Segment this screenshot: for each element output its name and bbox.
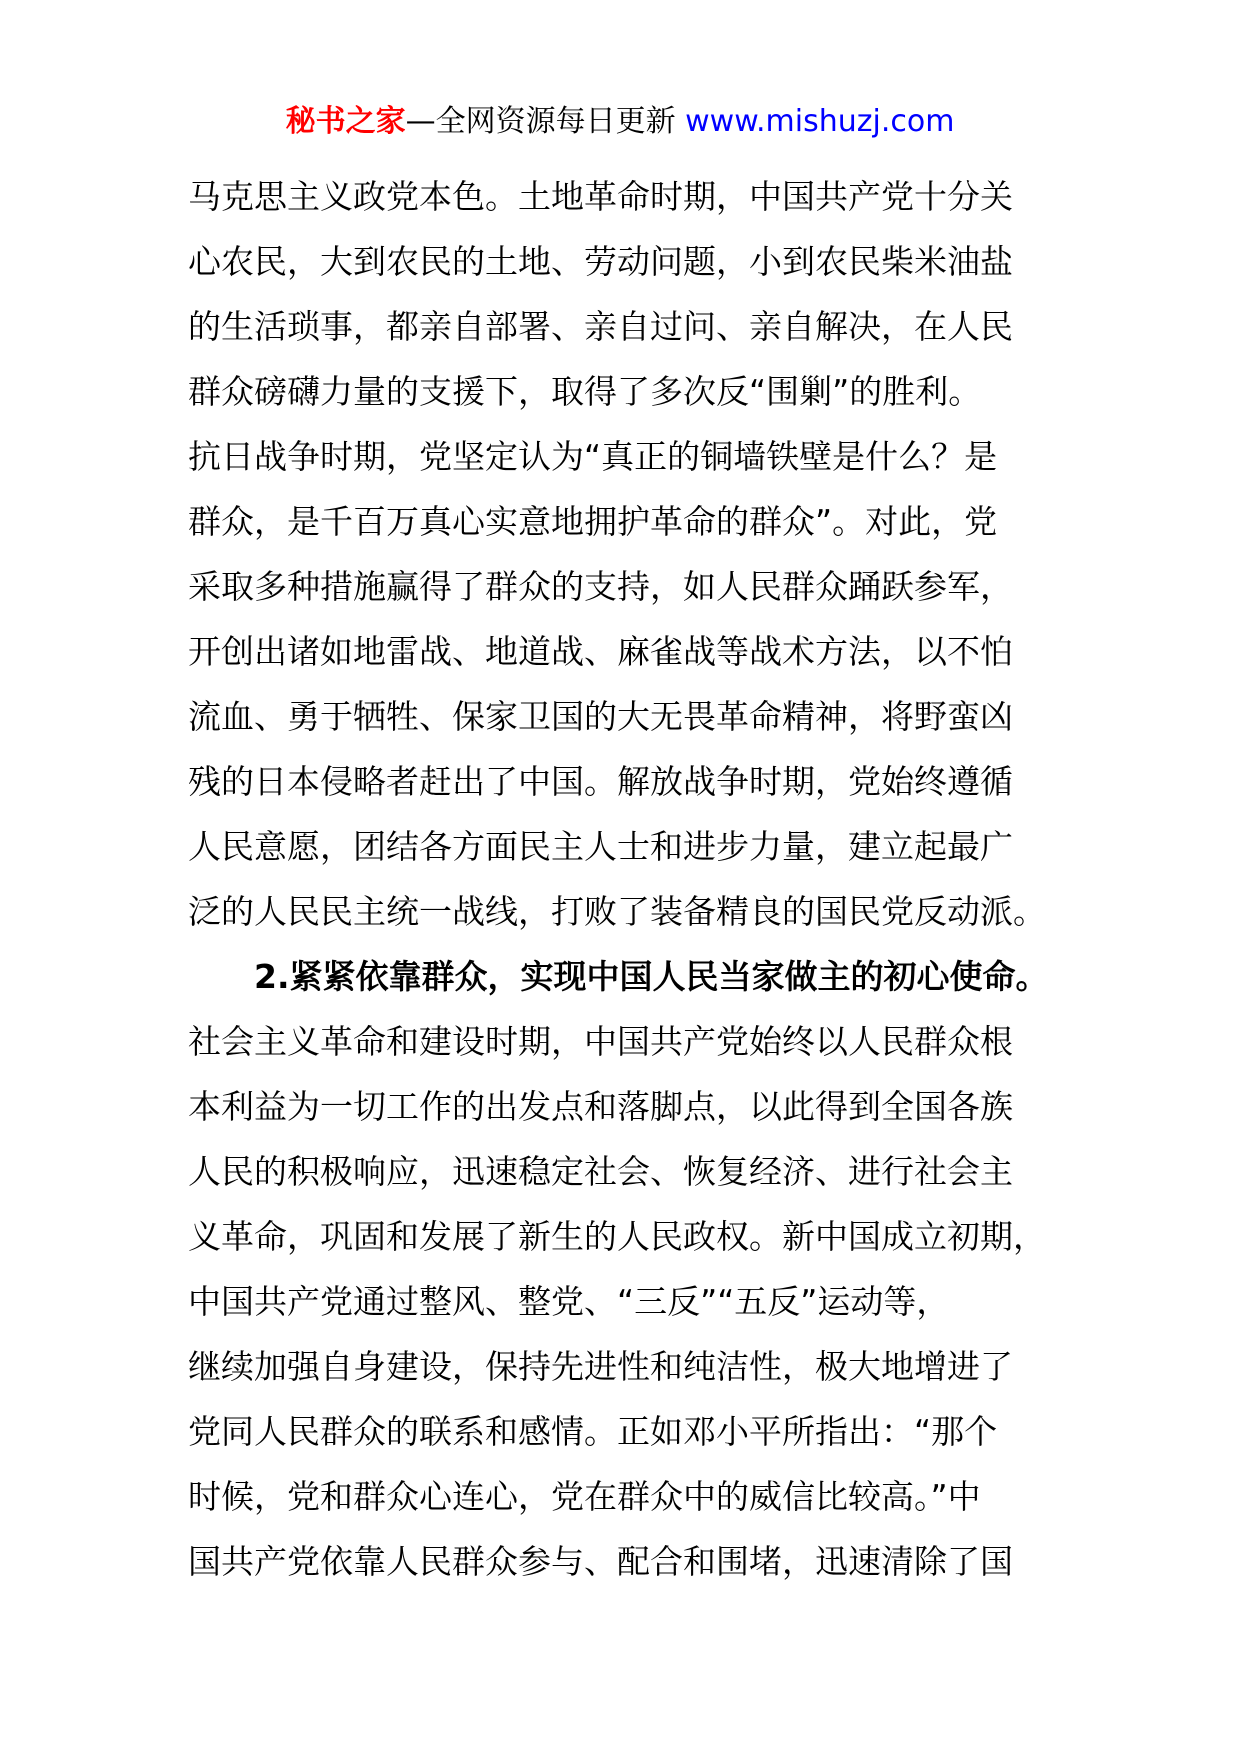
section-heading: 2.紧紧依靠群众，实现中国人民当家做主的初心使命。	[254, 957, 1049, 996]
body-line: 马克思主义政党本色。土地革命时期，中国共产党十分关	[188, 177, 1013, 216]
body-line: 党同人民群众的联系和感情。正如邓小平所指出：“那个	[188, 1412, 998, 1451]
body-line: 人民的积极响应，迅速稳定社会、恢复经济、进行社会主	[188, 1152, 1013, 1191]
body-line: 时候，党和群众心连心，党在群众中的威信比较高。”中	[188, 1477, 981, 1516]
header-url-link[interactable]: www.mishuzj.com	[685, 104, 955, 139]
body-line: 中国共产党通过整风、整党、“三反”“五反”运动等，	[188, 1282, 950, 1321]
body-line: 义革命，巩固和发展了新生的人民政权。新中国成立初期，	[188, 1217, 1046, 1256]
document-body	[188, 164, 1068, 1594]
header-brand: 秘书之家	[285, 104, 406, 139]
body-line: 的生活琐事，都亲自部署、亲自过问、亲自解决，在人民	[188, 307, 1013, 346]
body-line: 人民意愿，团结各方面民主人士和进步力量，建立起最广	[188, 827, 1013, 866]
body-line: 群众磅礴力量的支援下，取得了多次反“围剿”的胜利。	[188, 372, 982, 411]
body-line: 社会主义革命和建设时期，中国共产党始终以人民群众根	[188, 1022, 1013, 1061]
body-line: 心农民，大到农民的土地、劳动问题，小到农民柴米油盐	[188, 242, 1013, 281]
body-line: 采取多种措施赢得了群众的支持，如人民群众踊跃参军，	[188, 567, 1013, 606]
body-line: 继续加强自身建设，保持先进性和纯洁性，极大地增进了	[188, 1347, 1013, 1386]
body-line: 流血、勇于牺牲、保家卫国的大无畏革命精神，将野蛮凶	[188, 697, 1013, 736]
body-line: 群众，是千百万真心实意地拥护革命的群众”。对此，党	[188, 502, 998, 541]
header-tagline: —全网资源每日更新	[405, 104, 686, 139]
body-line: 国共产党依靠人民群众参与、配合和围堵，迅速清除了国	[188, 1542, 1013, 1581]
body-line: 抗日战争时期，党坚定认为“真正的铜墙铁壁是什么？是	[188, 437, 998, 476]
body-line: 泛的人民民主统一战线，打败了装备精良的国民党反动派。	[188, 892, 1046, 931]
body-line: 开创出诸如地雷战、地道战、麻雀战等战术方法，以不怕	[188, 632, 1013, 671]
body-line: 本利益为一切工作的出发点和落脚点，以此得到全国各族	[188, 1087, 1013, 1126]
page-header	[0, 100, 1240, 144]
body-line: 残的日本侵略者赶出了中国。解放战争时期，党始终遵循	[188, 762, 1013, 801]
